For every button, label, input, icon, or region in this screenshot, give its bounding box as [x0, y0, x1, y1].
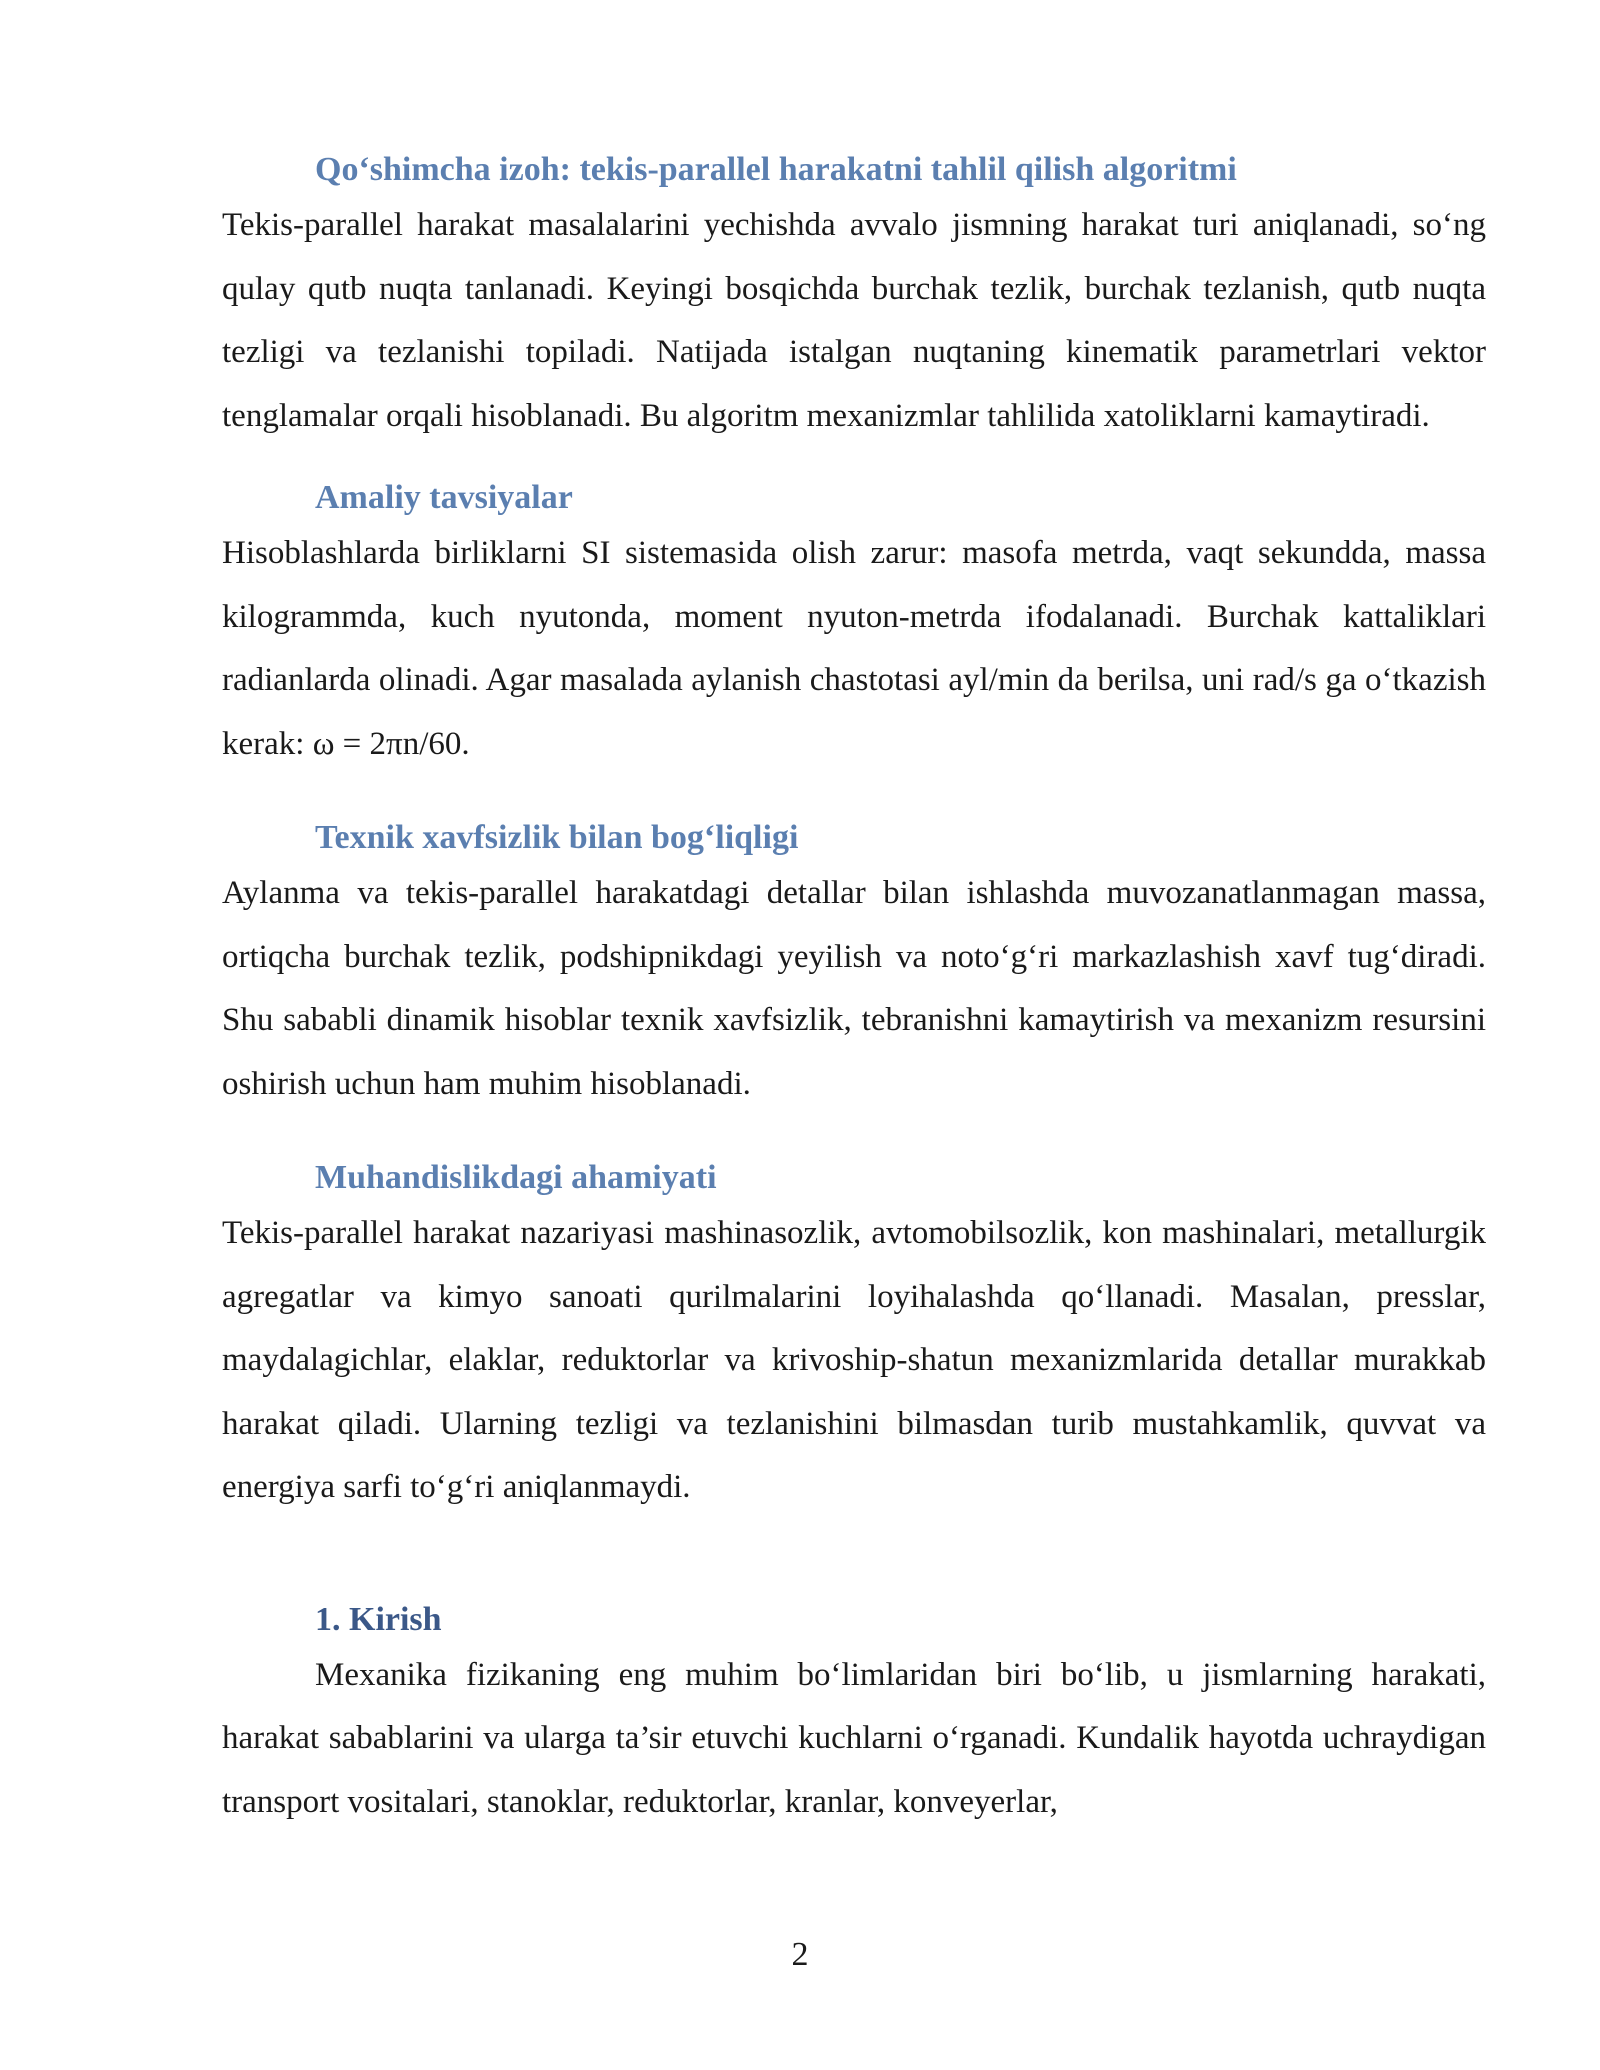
section-paragraph: Aylanma va tekis-parallel harakatdagi detallar bilan ishlashda muvozanatlanmagan massa, ortiqcha burchak tezlik, podshipnikdagi yeyilish va noto‘g‘ri markazlashish xavf tug‘diradi. Shu sababli dinamik hisoblar texnik xavfsizlik, tebranishni kamaytirish va mexanizm resursini oshirish uchun ham muhim hisoblanadi.	[222, 875, 1486, 1102]
section-heading: Muhandislikdagi ahamiyati	[315, 1159, 717, 1196]
section-paragraph: Tekis-parallel harakat nazariyasi mashinasozlik, avtomobilsozlik, kon mashinalari, metallurgik agregatlar va kimyo sanoati qurilmalarini loyihalashda qo‘llanadi. Masalan, presslar, maydalagichlar, elaklar, reduktorlar va krivoship-shatun mexanizmlarida detallar murakkab harakat qiladi. Ularning tezligi va tezlanishini bilmasdan turib mustahkamlik, quvvat va energiya sarfi to‘g‘ri aniqlanmaydi.	[222, 1215, 1486, 1505]
section-heading: Texnik xavfsizlik bilan bog‘liqligi	[315, 819, 799, 856]
chapter-heading: 1. Kirish	[315, 1600, 442, 1638]
section-paragraph: Tekis-parallel harakat masalalarini yechishda avvalo jismning harakat turi aniqlanadi, so‘ng qulay qutb nuqta tanlanadi. Keyingi bosqichda burchak tezlik, burchak tezlanish, qutb nuqta tezligi va tezlanishi topiladi. Natijada istalgan nuqtaning kinematik parametrlari vektor tenglamalar orqali hisoblanadi. Bu algoritm mexanizmlar tahlilida xatoliklarni kamaytiradi.	[222, 207, 1486, 434]
chapter-paragraph: Mexanika fizikaning eng muhim bo‘limlaridan biri bo‘lib, u jismlarning harakati, harakat sabablarini va ularga ta’sir etuvchi kuchlarni o‘rganadi. Kundalik hayotda uchraydigan transport vositalari, stanoklar, reduktorlar, kranlar, konveyerlar,	[222, 1656, 1486, 1820]
section-heading: Amaliy tavsiyalar	[315, 479, 573, 516]
section-heading: Qo‘shimcha izoh: tekis-parallel harakatni tahlil qilish algoritmi	[315, 151, 1237, 188]
page-number: 2	[791, 1936, 809, 1973]
document-page	[222, 146, 1486, 1834]
section-paragraph: Hisoblashlarda birliklarni SI sistemasida olish zarur: masofa metrda, vaqt sekundda, massa kilogrammda, kuch nyutonda, moment nyuton-metrda ifodalanadi. Burchak kattaliklari radianlarda olinadi. Agar masalada aylanish chastotasi ayl/min da berilsa, uni rad/s ga o‘tkazish kerak: ω = 2πn/60.	[222, 535, 1486, 762]
